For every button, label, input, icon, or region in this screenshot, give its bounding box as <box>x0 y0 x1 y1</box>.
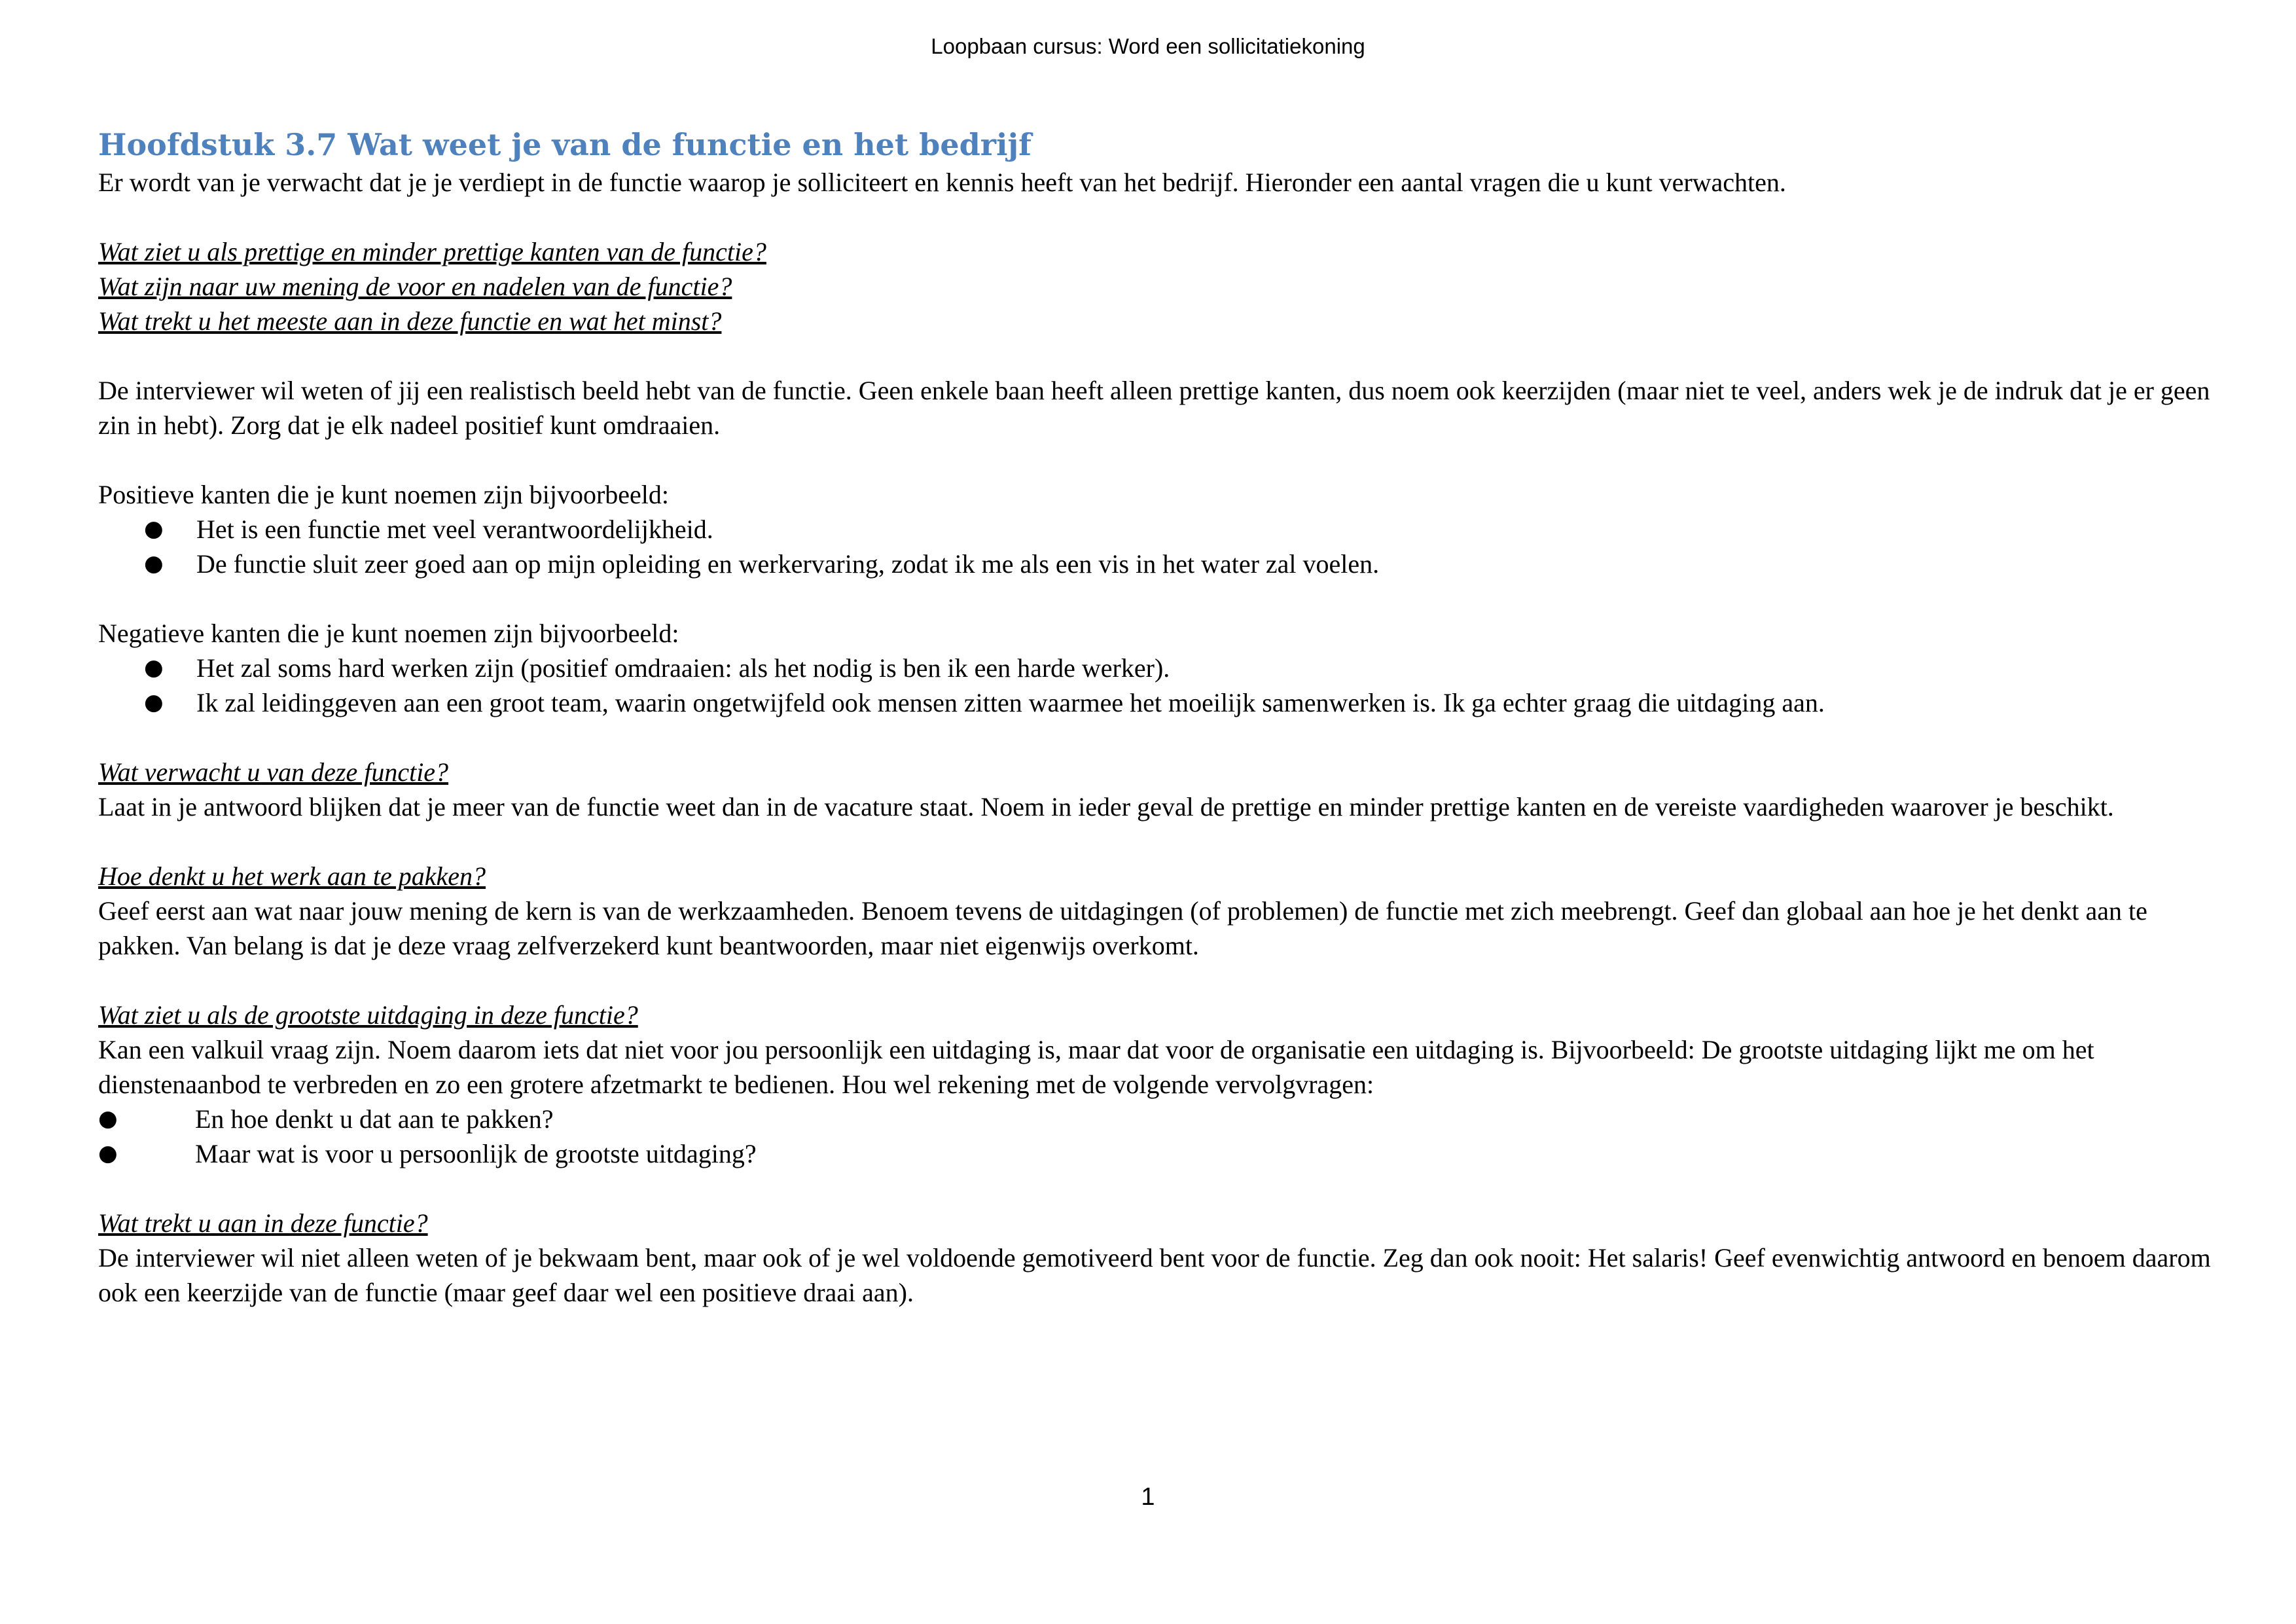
bullet-icon: ● <box>98 1106 118 1132</box>
question-attraction: Wat trekt u aan in deze functie? <box>98 1208 428 1238</box>
answer-attraction: De interviewer wil niet alleen weten of je bekwaam bent, maar ook of je wel voldoende gemotiveerd bent voor de functie. Zeg dan ook nooit: Het salaris! Geef evenwichtig antwoord en benoem daarom ook een keerzijde van de functie (maar geef daar wel een positieve draai aan). <box>98 1243 2211 1307</box>
realism-paragraph: De interviewer wil weten of jij een realistisch beeld hebt van de functie. Geen enkele baan heeft alleen prettige kanten, dus noem ook keerzijden (maar niet te veel, anders wek je de indruk dat je er geen zin in hebt). Zorg dat je elk nadeel positief kunt omdraaien. <box>98 376 2210 440</box>
positive-heading: Positieve kanten die je kunt noemen zijn bijvoorbeeld: <box>98 480 670 509</box>
list-item-text: De functie sluit zeer goed aan op mijn opleiding en werkervaring, zodat ik me als een vis in het water zal voelen. <box>196 549 1380 579</box>
bullet-icon: ● <box>144 655 164 681</box>
page-number: 1 <box>1141 1483 1155 1511</box>
list-item-text: En hoe denkt u dat aan te pakken? <box>195 1104 554 1134</box>
document-body <box>98 124 2212 1310</box>
spacer <box>98 200 2212 234</box>
list-item <box>98 651 2212 685</box>
list-item <box>98 1102 2212 1136</box>
list-item <box>98 512 2212 547</box>
chapter-title: Hoofdstuk 3.7 Wat weet je van de functie en het bedrijf <box>98 127 1031 162</box>
spacer <box>98 720 2212 755</box>
question-approach: Hoe denkt u het werk aan te pakken? <box>98 861 486 891</box>
answer-expectation: Laat in je antwoord blijken dat je meer van de functie weet dan in de vacature staat. Noem in ieder geval de prettige en minder prettige kanten en de vereiste vaardigheden waarover je beschikt. <box>98 792 2114 821</box>
list-item-text: Het zal soms hard werken zijn (positief omdraaien: als het nodig is ben ik een harde werker). <box>196 653 1170 683</box>
spacer <box>98 338 2212 373</box>
question-challenge: Wat ziet u als de grootste uitdaging in deze functie? <box>98 1000 638 1030</box>
question-pleasant-sides: Wat ziet u als prettige en minder prettige kanten van de functie? <box>98 237 766 266</box>
list-item-text: Ik zal leidinggeven aan een groot team, waarin ongetwijfeld ook mensen zitten waarmee het moeilijk samenwerken is. Ik ga echter graag die uitdaging aan. <box>196 688 1825 717</box>
positive-list <box>98 512 2212 581</box>
spacer <box>98 824 2212 859</box>
negative-list <box>98 651 2212 720</box>
followup-list <box>98 1102 2212 1171</box>
spacer <box>98 1171 2212 1206</box>
spacer <box>98 442 2212 477</box>
list-item-text: Het is een functie met veel verantwoordelijkheid. <box>196 514 713 544</box>
bullet-icon: ● <box>144 689 164 715</box>
bullet-icon: ● <box>144 550 164 577</box>
question-expectation: Wat verwacht u van deze functie? <box>98 757 449 787</box>
question-pros-cons: Wat zijn naar uw mening de voor en nadelen van de functie? <box>98 272 732 301</box>
list-item-text: Maar wat is voor u persoonlijk de grootste uitdaging? <box>195 1139 757 1168</box>
question-most-least: Wat trekt u het meeste aan in deze functie en wat het minst? <box>98 306 722 336</box>
spacer <box>98 963 2212 998</box>
answer-approach: Geef eerst aan wat naar jouw mening de kern is van de werkzaamheden. Benoem tevens de uitdagingen (of problemen) de functie met zich meebrengt. Geef dan globaal aan hoe je het denkt aan te pakken. Van belang is dat je deze vraag zelfverzekerd kunt beantwoorden, maar niet eigenwijs overkomt. <box>98 896 2147 960</box>
spacer <box>98 581 2212 616</box>
bullet-icon: ● <box>144 516 164 542</box>
list-item <box>98 685 2212 720</box>
bullet-icon: ● <box>98 1140 118 1166</box>
running-header: Loopbaan cursus: Word een sollicitatiekoning <box>931 34 1365 58</box>
answer-challenge: Kan een valkuil vraag zijn. Noem daarom iets dat niet voor jou persoonlijk een uitdaging is, maar dat voor de organisatie een uitdaging is. Bijvoorbeeld: De grootste uitdaging lijkt me om het dienstenaanbod te verbreden en zo een grotere afzetmarkt te bedienen. Hou wel rekening met de volgende vervolgvragen: <box>98 1035 2094 1099</box>
negative-heading: Negatieve kanten die je kunt noemen zijn bijvoorbeeld: <box>98 619 679 648</box>
chapter-intro: Er wordt van je verwacht dat je je verdiept in de functie waarop je solliciteert en kennis heeft van het bedrijf. Hieronder een aantal vragen die u kunt verwachten. <box>98 168 1786 197</box>
list-item <box>98 1136 2212 1171</box>
list-item <box>98 547 2212 581</box>
